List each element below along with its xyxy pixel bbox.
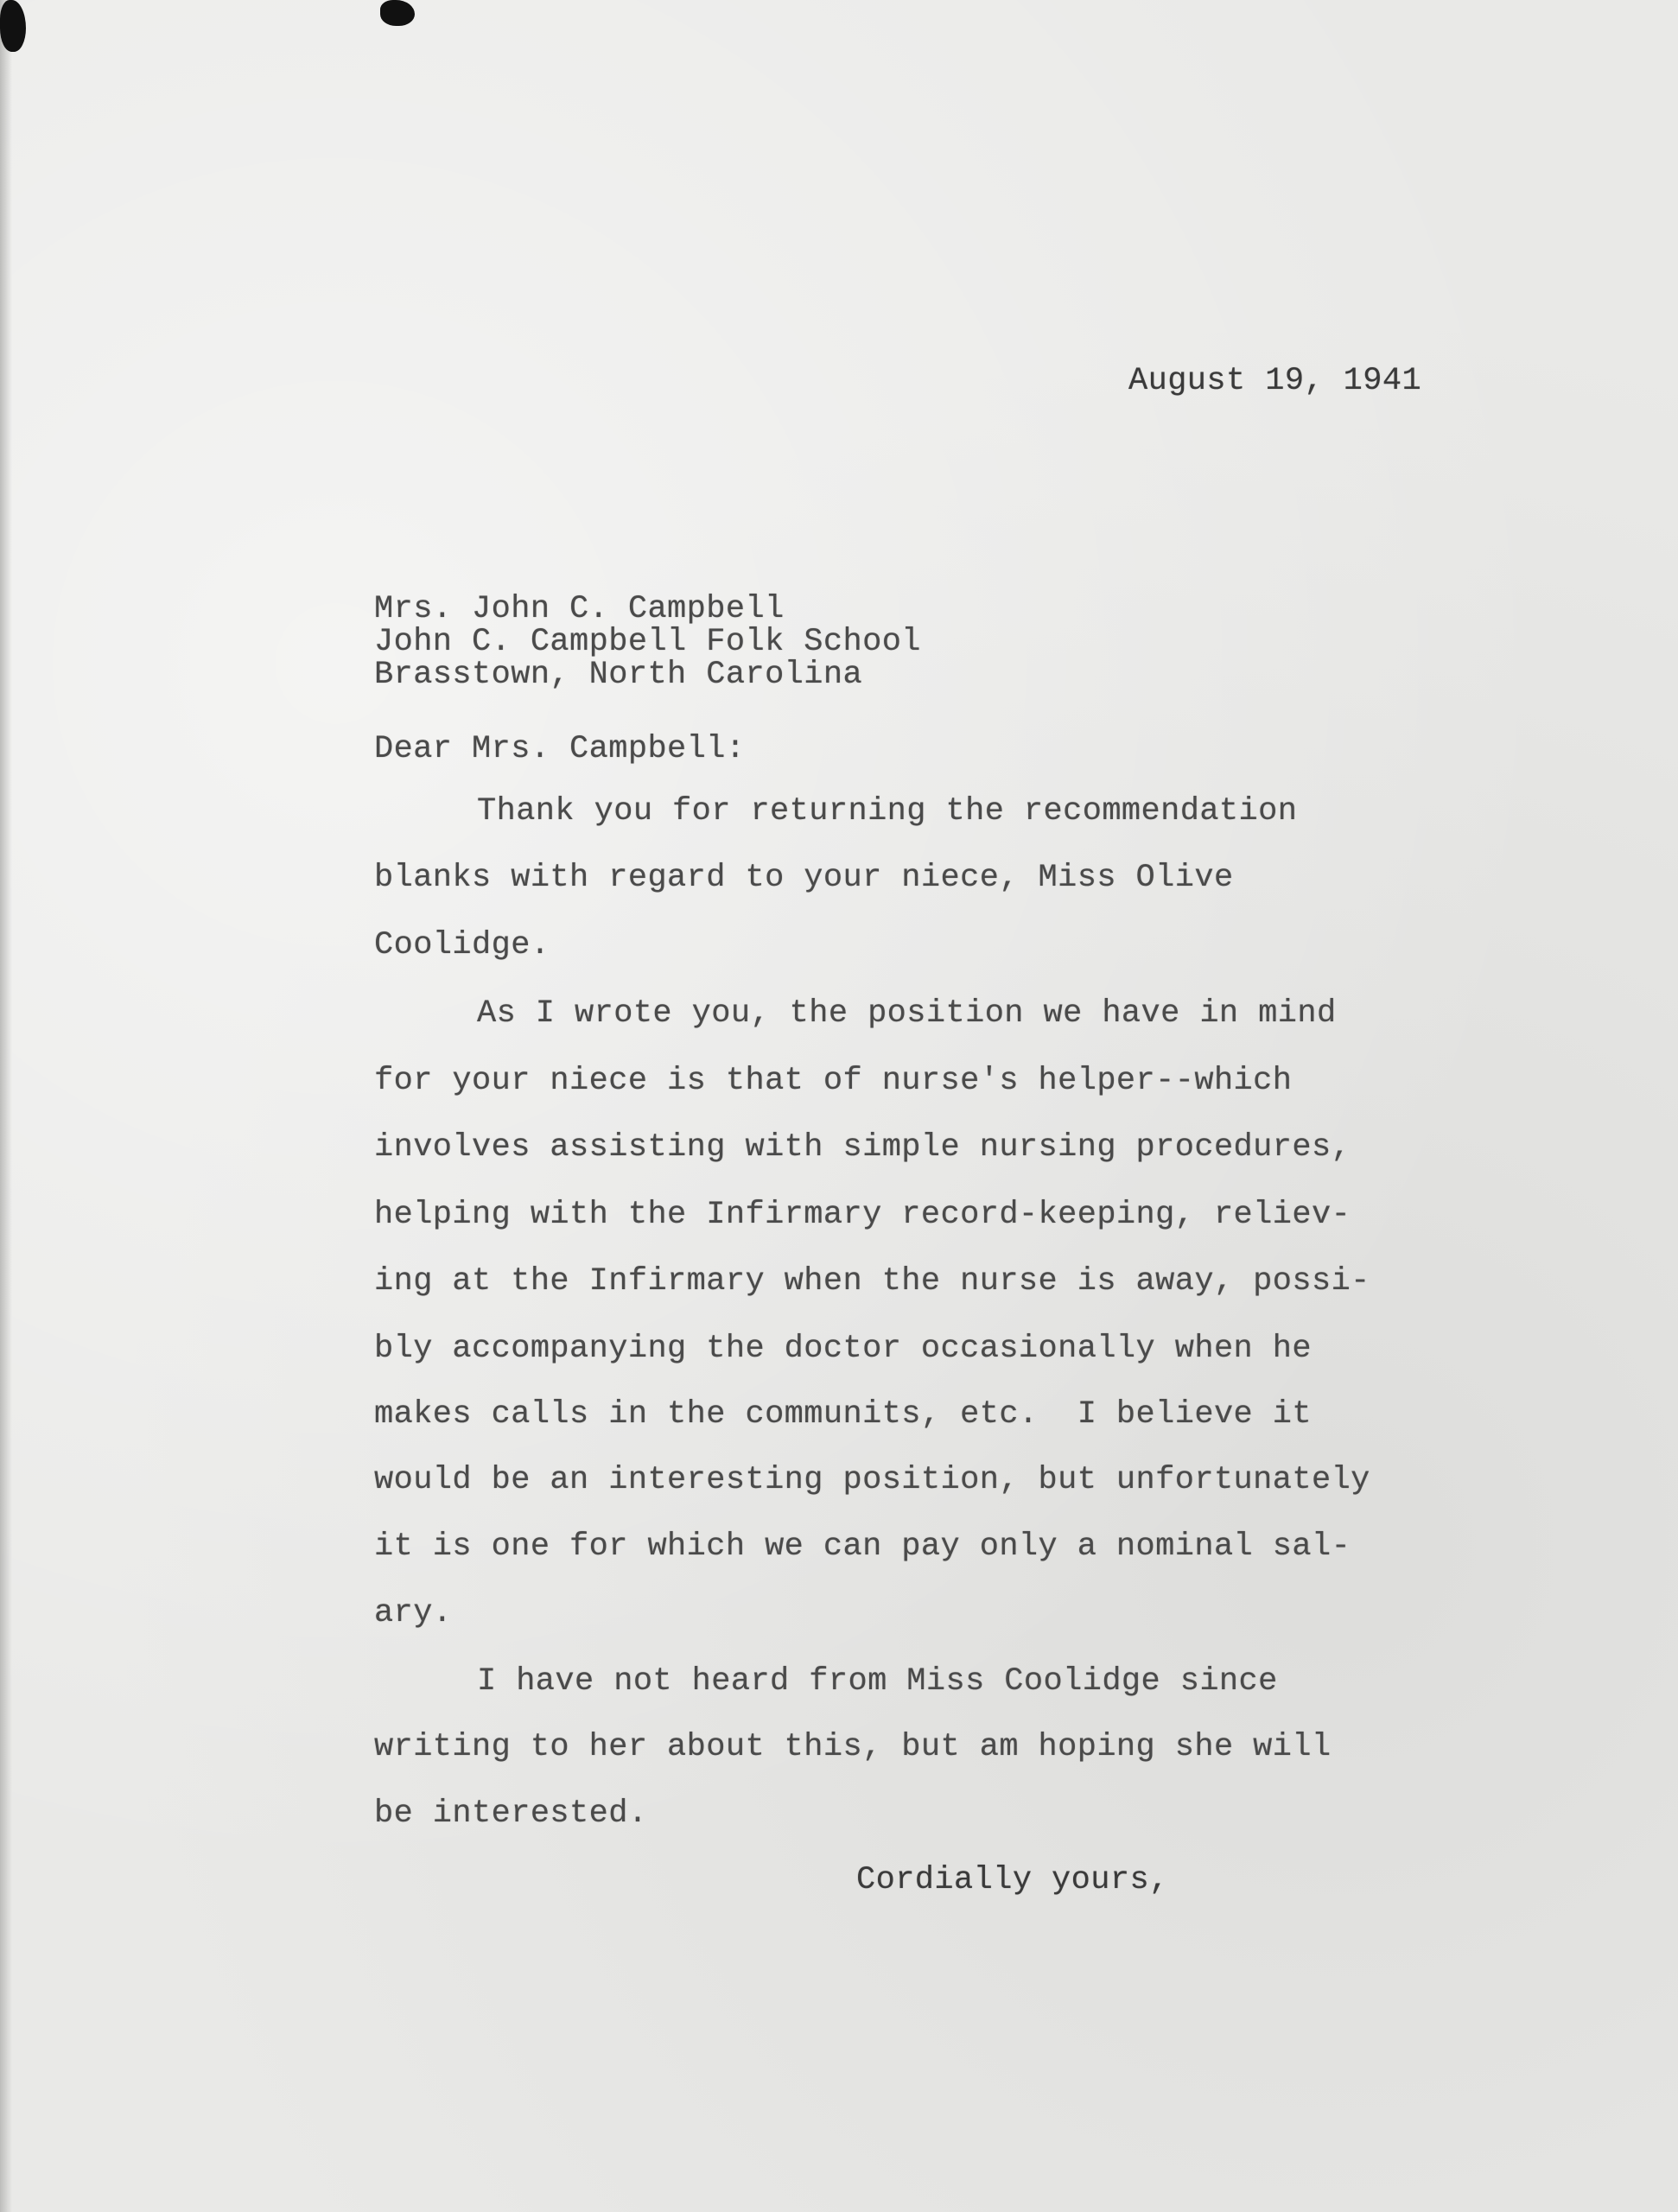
body-line: would be an interesting position, but unfortunately (374, 1462, 1370, 1498)
body-line: I have not heard from Miss Coolidge since (477, 1663, 1278, 1700)
body-line: ary. (374, 1595, 453, 1631)
body-line: be interested. (374, 1796, 648, 1832)
paper-edge (0, 0, 12, 2212)
body-line: involves assisting with simple nursing procedures, (374, 1129, 1351, 1166)
body-line: writing to her about this, but am hoping she will (374, 1729, 1332, 1765)
address-line: John C. Campbell Folk School (374, 624, 921, 660)
body-line: ing at the Infirmary when the nurse is away, possi- (374, 1263, 1370, 1300)
body-line: makes calls in the communits, etc. I believe it (374, 1396, 1312, 1433)
corner-damage (0, 0, 26, 52)
body-line: Thank you for returning the recommendation (477, 793, 1298, 830)
body-line: it is one for which we can pay only a nominal sal- (374, 1529, 1351, 1565)
body-line: Coolidge. (374, 927, 550, 963)
letter-date: August 19, 1941 (1128, 363, 1422, 399)
body-line: blanks with regard to your niece, Miss Olive (374, 860, 1234, 896)
corner-damage (380, 0, 415, 26)
body-line: for your niece is that of nurse's helper--which (374, 1063, 1293, 1099)
body-line: As I wrote you, the position we have in mind (477, 995, 1337, 1032)
salutation: Dear Mrs. Campbell: (374, 731, 746, 767)
address-line: Mrs. John C. Campbell (374, 591, 785, 627)
body-line: bly accompanying the doctor occasionally when he (374, 1331, 1312, 1367)
closing: Cordially yours, (856, 1862, 1169, 1898)
address-line: Brasstown, North Carolina (374, 657, 863, 693)
body-line: helping with the Infirmary record-keeping, reliev- (374, 1197, 1351, 1233)
